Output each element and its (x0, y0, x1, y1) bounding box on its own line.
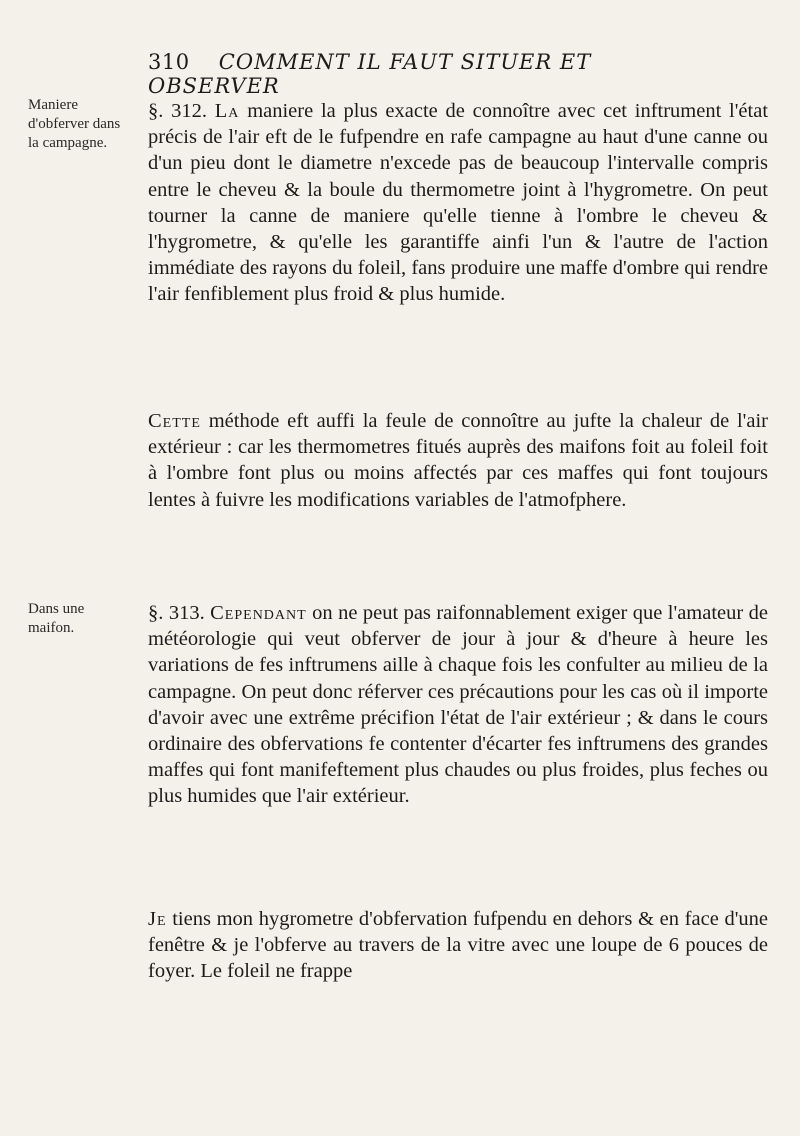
running-header (148, 50, 708, 98)
margin-note-campagne: Maniere d'obferver dans la campagne. (28, 97, 121, 151)
page-number: 310 (148, 50, 190, 74)
running-title: COMMENT IL FAUT SITUER ET OBSERVER (148, 50, 592, 98)
section-mark: §. 313. (148, 602, 205, 624)
paragraph-text: maniere la plus exacte de connoître avec cet inftrument l'état précis de l'air eft de le fufpendre en rafe campagne au haut d'une canne ou d'un pieu dont le diametre n'excede pas de beaucoup l'intervalle compris entre le cheveu & la boule du thermometre joint à l'hygrometre. On peut tourner la canne de maniere qu'elle tienne à l'ombre le cheveu & l'hygrometre, & qu'elle les garantiffe ainfi l'un & l'autre de l'action immédiate des rayons du foleil, fans produire une maffe d'ombre qui rendre l'air fenfiblement plus froid & plus humide. (148, 100, 769, 306)
lead-word: La (214, 100, 240, 122)
margin-note-maison: Dans une maifon. (28, 601, 85, 636)
paragraph-text: méthode eft auffi la feule de connoître au jufte la chaleur de l'air extérieur : car les thermometres fitués auprès des maifons foit au foleil foit à l'ombre font plus ou moins affectés par ces maffes qui font toujours lentes à fuivre les modifications variables de l'atmofphere. (148, 410, 768, 511)
paragraph-text: on ne peut pas raifonnablement exiger que l'amateur de météorologie qui veut obferver de jour à jour & d'heure à heure les variations de fes inftrumens aille à chaque fois les confulter au milieu de la campagne. On peut donc réferver ces précautions pour les cas où il importe d'avoir avec une extrême précifion l'état de l'air extérieur ; & dans le cours ordinaire des obfervations fe contenter d'écarter fes inftrumens des grandes maffes qui font manifeftement plus chaudes ou plus froides, plus feches ou plus humides que l'air extérieur. (148, 602, 768, 808)
paragraph-312 (148, 98, 768, 308)
section-mark: §. 312. (148, 100, 208, 122)
paragraph-313 (148, 600, 768, 810)
paragraph-cette (148, 408, 768, 513)
lead-word: Je (148, 908, 167, 930)
lead-word: Cette (148, 410, 201, 432)
lead-word: Cependant (210, 602, 307, 624)
paragraph-text: tiens mon hygrometre d'obfervation fufpendu en dehors & en face d'une fenêtre & je l'obferve au travers de la vitre avec une loupe de 6 pouces de foyer. Le foleil ne frappe (148, 908, 769, 983)
paragraph-je (148, 906, 768, 985)
